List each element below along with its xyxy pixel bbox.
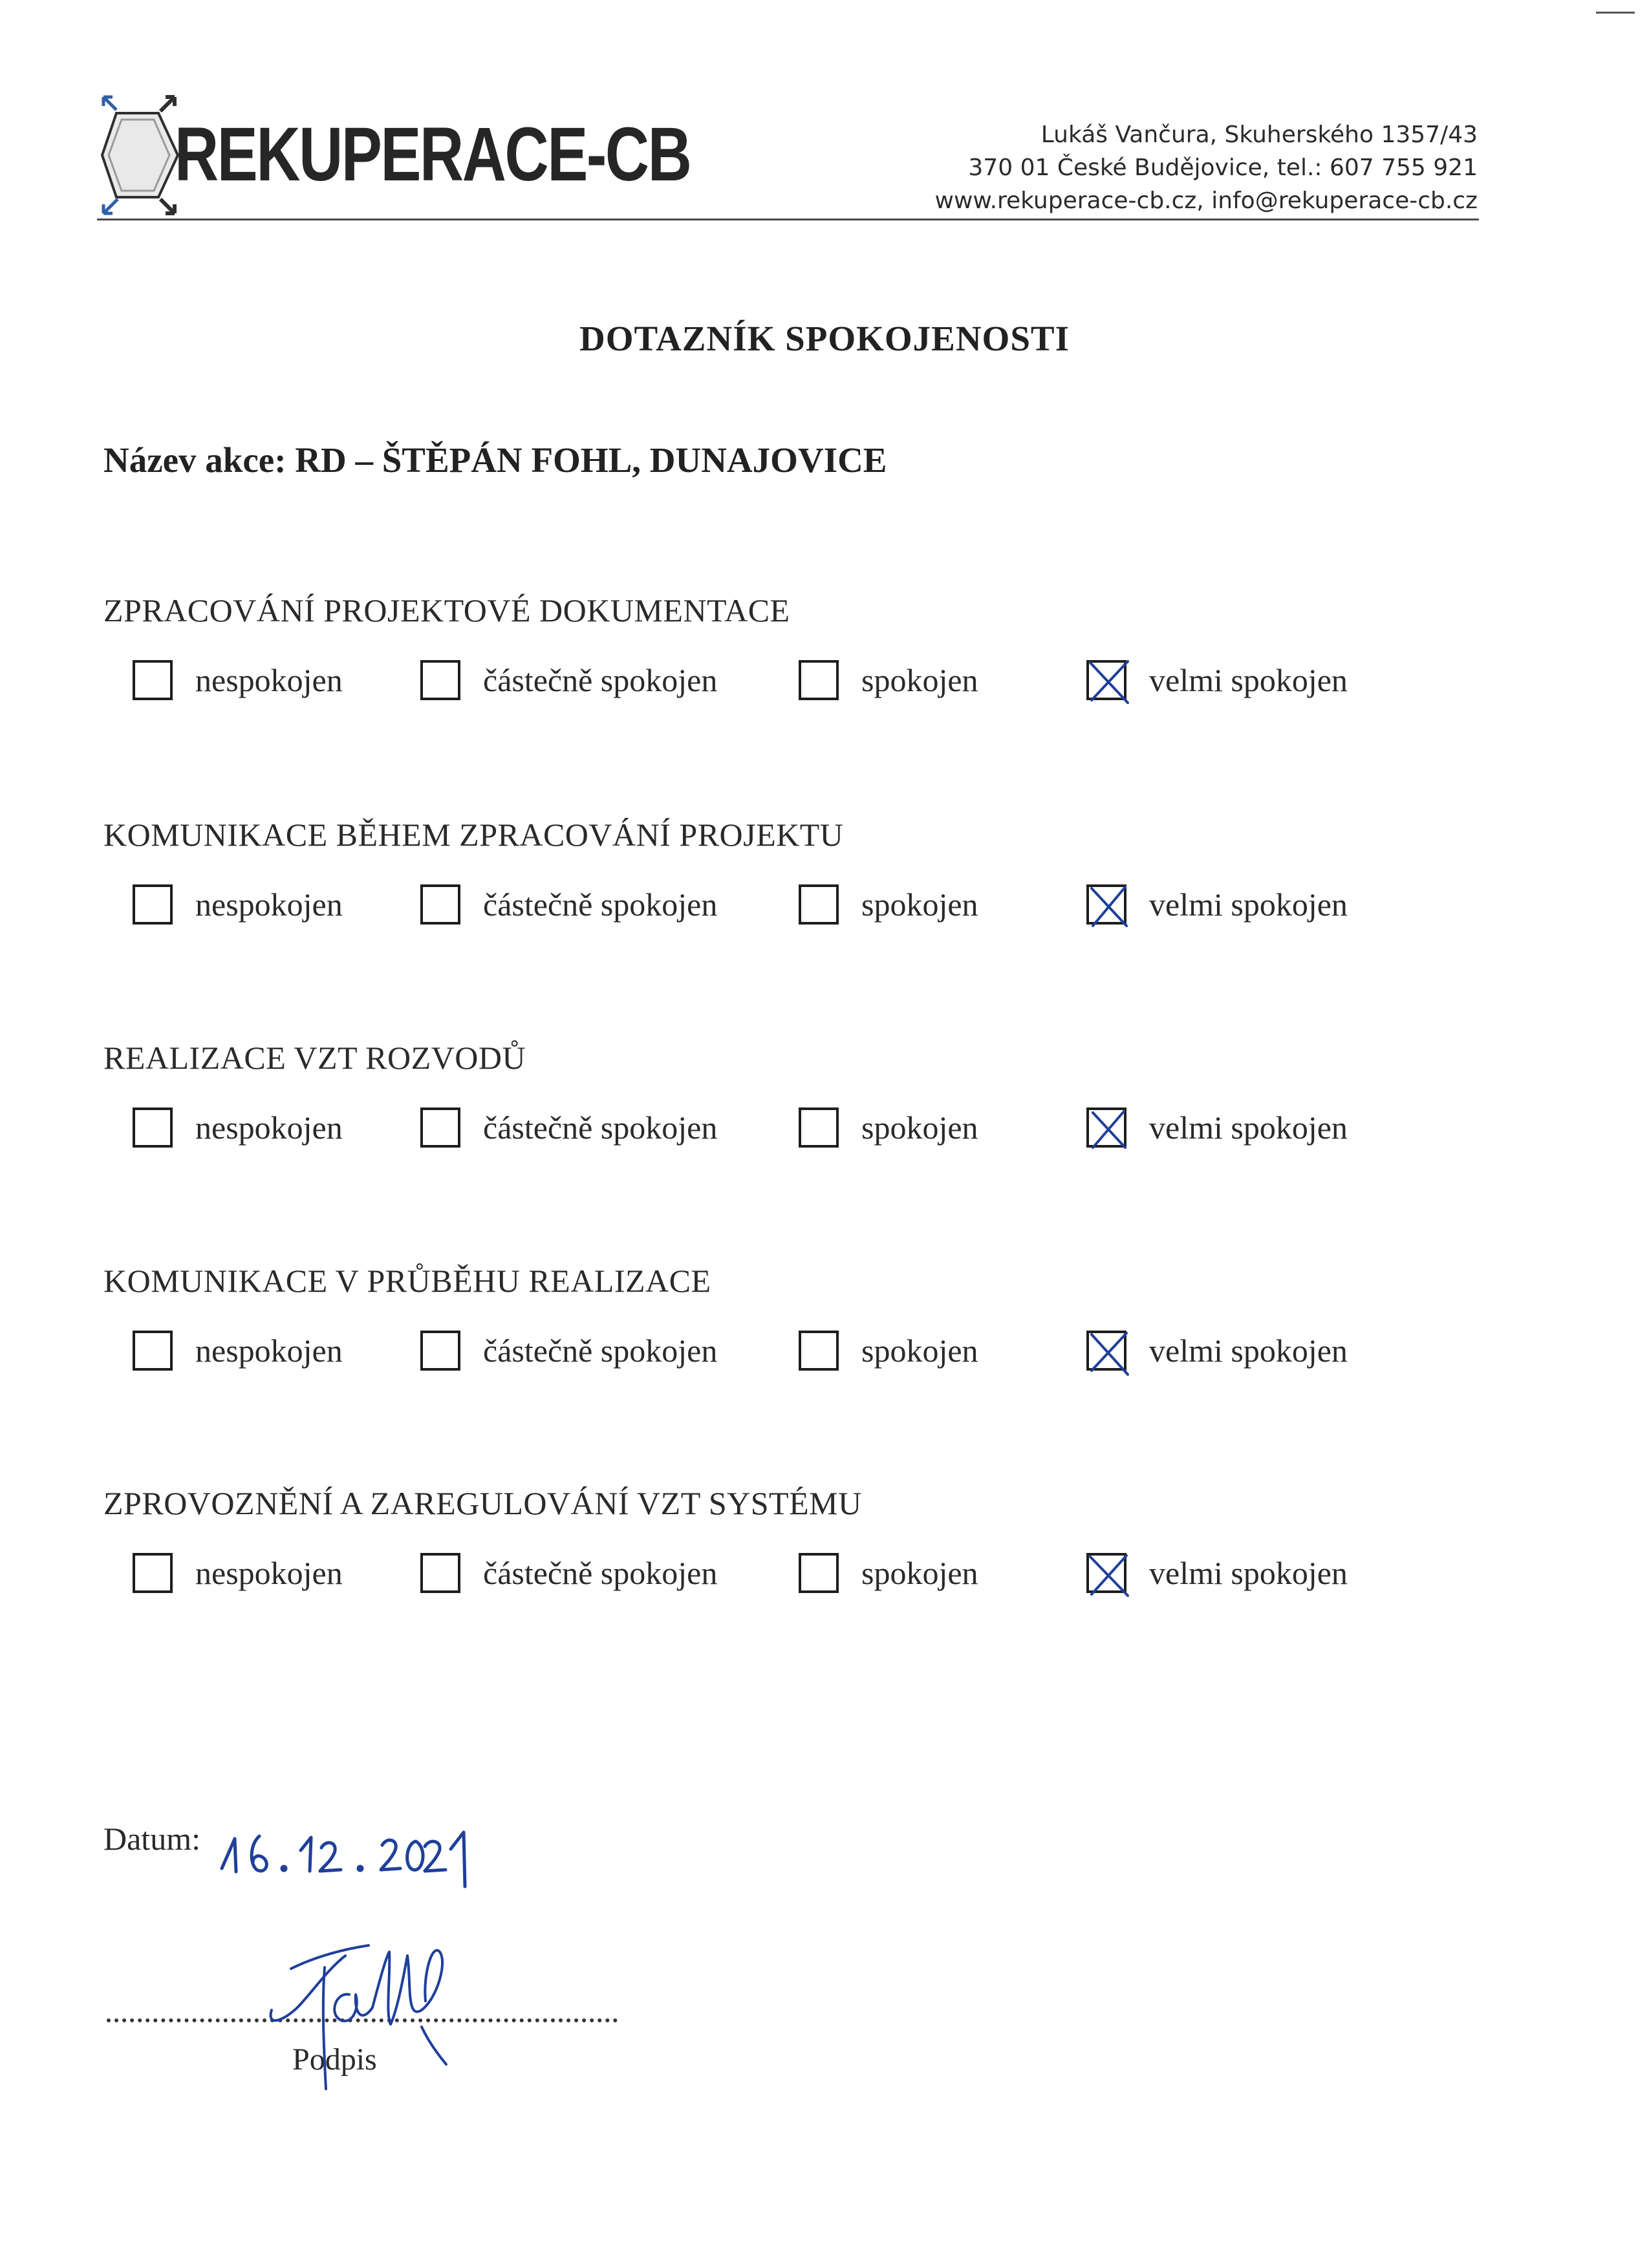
checkbox-checked[interactable] [1086, 660, 1126, 700]
option-label: částečně spokojen [483, 886, 718, 923]
option-label: velmi spokojen [1149, 662, 1348, 698]
checkbox-checked[interactable] [1086, 884, 1126, 925]
logo-wordmark: REKUPERACE-CB [175, 112, 691, 197]
option-label: spokojen [861, 1109, 978, 1146]
option-label: částečně spokojen [483, 1109, 718, 1146]
action-value: RD – ŠTĚPÁN FOHL, DUNAJOVICE [295, 440, 887, 480]
checkbox-checked[interactable] [1086, 1331, 1126, 1371]
company-logo [97, 91, 691, 220]
handwritten-date [217, 1810, 501, 1894]
checkbox[interactable] [133, 1107, 173, 1148]
question-item [0, 816, 1649, 984]
option-label: částečně spokojen [483, 1332, 718, 1369]
checkbox[interactable] [799, 884, 839, 925]
option-label: spokojen [861, 1555, 978, 1591]
checkbox-checked[interactable] [1086, 1107, 1126, 1148]
checkbox-checked[interactable] [1086, 1553, 1126, 1593]
action-label: Název akce: [103, 440, 286, 480]
checkbox[interactable] [799, 1553, 839, 1593]
handwritten-signature [252, 1930, 466, 2111]
question-item [0, 1484, 1649, 1653]
option-label: velmi spokojen [1149, 1109, 1348, 1146]
scan-edge-mark [1596, 12, 1635, 14]
cross-mark-icon [1085, 1106, 1133, 1154]
checkbox[interactable] [133, 660, 173, 700]
contact-city-phone: 370 01 České Budějovice, tel.: 607 755 921 [968, 155, 1478, 181]
question-item [0, 1039, 1649, 1207]
checkbox[interactable] [420, 1107, 460, 1148]
contact-address: Lukáš Vančura, Skuherského 1357/43 [1040, 122, 1478, 148]
option-label: velmi spokojen [1149, 1555, 1348, 1591]
option-label: nespokojen [195, 662, 343, 698]
page-title: DOTAZNÍK SPOKOJENOSTI [579, 319, 1070, 358]
option-label: spokojen [861, 1332, 978, 1369]
checkbox[interactable] [420, 1331, 460, 1371]
checkbox[interactable] [420, 660, 460, 700]
signature-label: Podpis [292, 2042, 377, 2077]
checkbox[interactable] [799, 1107, 839, 1148]
option-label: nespokojen [195, 1109, 343, 1146]
checkbox[interactable] [799, 1331, 839, 1371]
action-name [103, 440, 887, 480]
checkbox[interactable] [133, 1331, 173, 1371]
option-label: nespokojen [195, 886, 343, 923]
checkbox[interactable] [133, 1553, 173, 1593]
logo-arrows-icon [97, 91, 188, 220]
cross-mark-icon [1085, 1329, 1133, 1377]
option-label: velmi spokojen [1149, 1332, 1348, 1369]
question-item [0, 592, 1649, 760]
contact-block [896, 118, 1478, 217]
question-title: KOMUNIKACE V PRŮBĚHU REALIZACE [103, 1263, 711, 1299]
question-title: ZPROVOZNĚNÍ A ZAREGULOVÁNÍ VZT SYSTÉMU [103, 1485, 862, 1521]
date-label: Datum: [103, 1821, 200, 1857]
contact-web-email: www.rekuperace-cb.cz, info@rekuperace-cb.cz [934, 187, 1478, 214]
checkbox[interactable] [133, 884, 173, 925]
option-label: nespokojen [195, 1555, 343, 1591]
question-item [0, 1262, 1649, 1430]
checkbox[interactable] [420, 884, 460, 925]
option-label: nespokojen [195, 1332, 343, 1369]
cross-mark-icon [1085, 659, 1133, 707]
option-label: velmi spokojen [1149, 886, 1348, 923]
question-title: REALIZACE VZT ROZVODŮ [103, 1040, 526, 1076]
option-label: částečně spokojen [483, 1555, 718, 1591]
checkbox[interactable] [799, 660, 839, 700]
option-label: spokojen [861, 662, 978, 698]
cross-mark-icon [1085, 883, 1133, 931]
option-label: částečně spokojen [483, 662, 718, 698]
cross-mark-icon [1085, 1552, 1133, 1599]
header-divider [97, 219, 1479, 220]
question-title: KOMUNIKACE BĚHEM ZPRACOVÁNÍ PROJEKTU [103, 817, 844, 853]
checkbox[interactable] [420, 1553, 460, 1593]
question-title: ZPRACOVÁNÍ PROJEKTOVÉ DOKUMENTACE [103, 592, 790, 628]
option-label: spokojen [861, 886, 978, 923]
